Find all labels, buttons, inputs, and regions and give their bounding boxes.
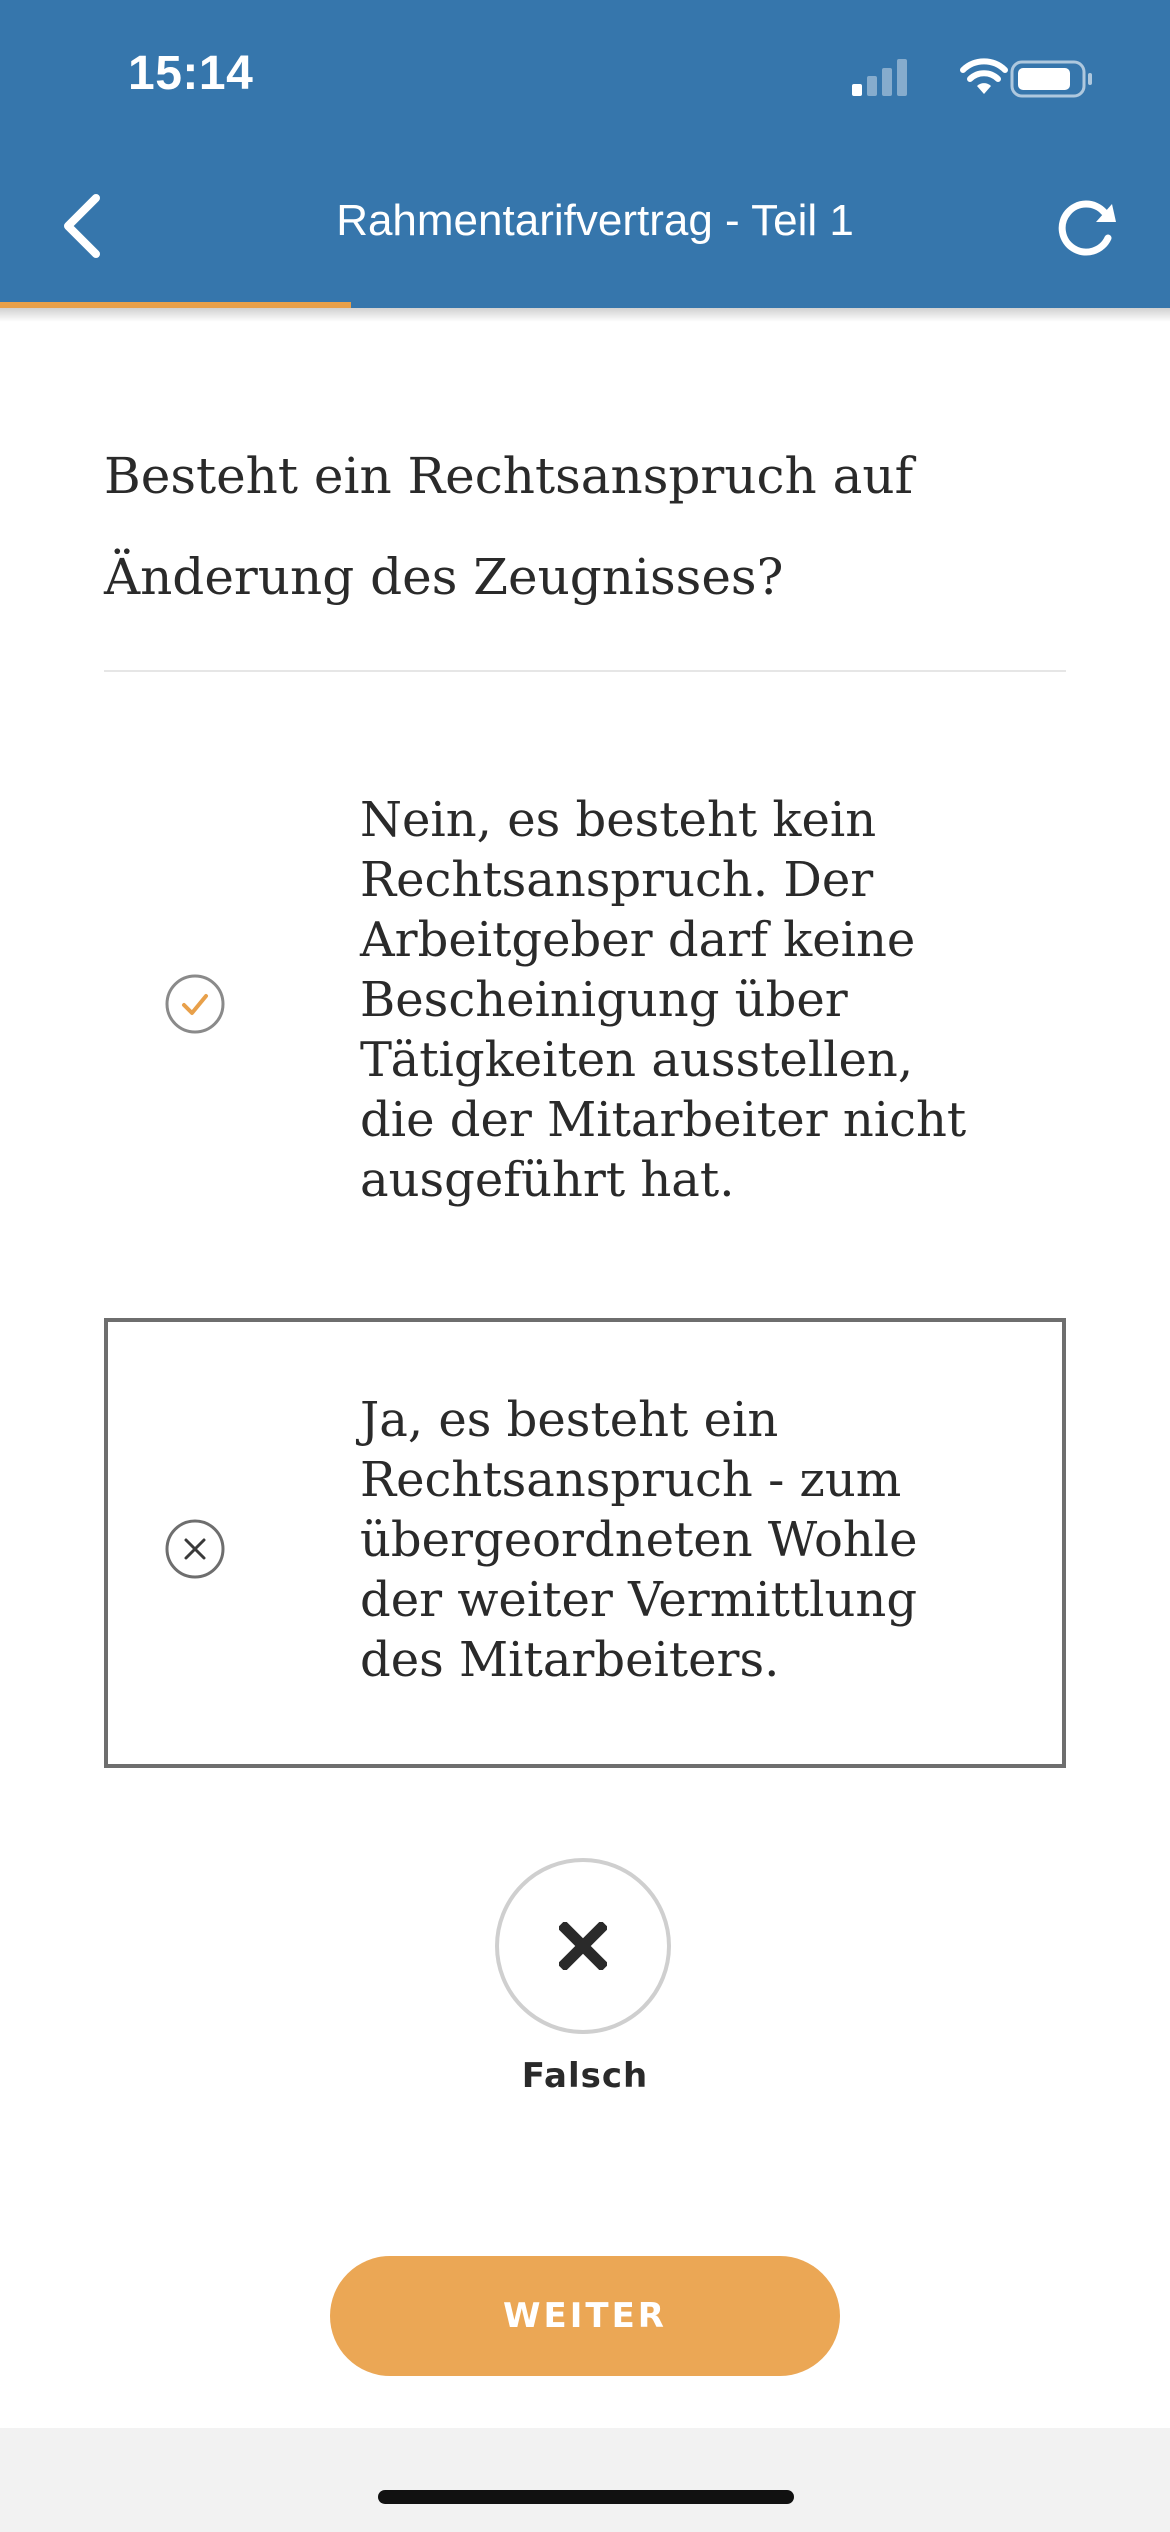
home-indicator[interactable] (378, 2490, 794, 2504)
result-label: Falsch (521, 2056, 649, 2096)
chevron-left-icon (52, 180, 116, 272)
header-shadow (0, 308, 1170, 322)
status-time: 15:14 (128, 47, 254, 100)
question-text: Besteht ein Rechtsanspruch auf Änderung des Zeugnisses? (104, 447, 914, 606)
status-icons (852, 56, 1092, 100)
page-title: Rahmentarifvertrag - Teil 1 (336, 196, 854, 245)
wifi-icon (963, 61, 1005, 94)
x-icon (559, 1922, 607, 1970)
result-indicator (495, 1858, 671, 2034)
weiter-button[interactable]: WEITER (330, 2256, 840, 2376)
answer-text: Nein, es besteht kein Rechtsanspruch. Der Arbeitgeber darf keine Bescheinigung über Tätigkeiten ausstellen, die der Mitarbeiter nicht ausgeführt hat. (360, 792, 967, 1208)
cellular-signal-icon (852, 59, 907, 96)
answer-option-1[interactable] (104, 760, 1066, 1250)
check-circle-icon (164, 973, 226, 1035)
x-circle-icon (164, 1518, 226, 1580)
reload-icon (1046, 192, 1126, 264)
app-header (0, 0, 1170, 308)
battery-icon (1012, 62, 1092, 96)
bottom-safe-area (0, 2428, 1170, 2532)
divider (104, 670, 1066, 672)
answer-text: Ja, es besteht ein Rechtsanspruch - zum übergeordneten Wohle der weiter Vermittlung des Mitarbeiters. (360, 1392, 918, 1688)
reload-button[interactable] (1046, 192, 1126, 264)
answer-option-2-selected[interactable] (104, 1318, 1066, 1768)
back-button[interactable] (52, 180, 116, 272)
